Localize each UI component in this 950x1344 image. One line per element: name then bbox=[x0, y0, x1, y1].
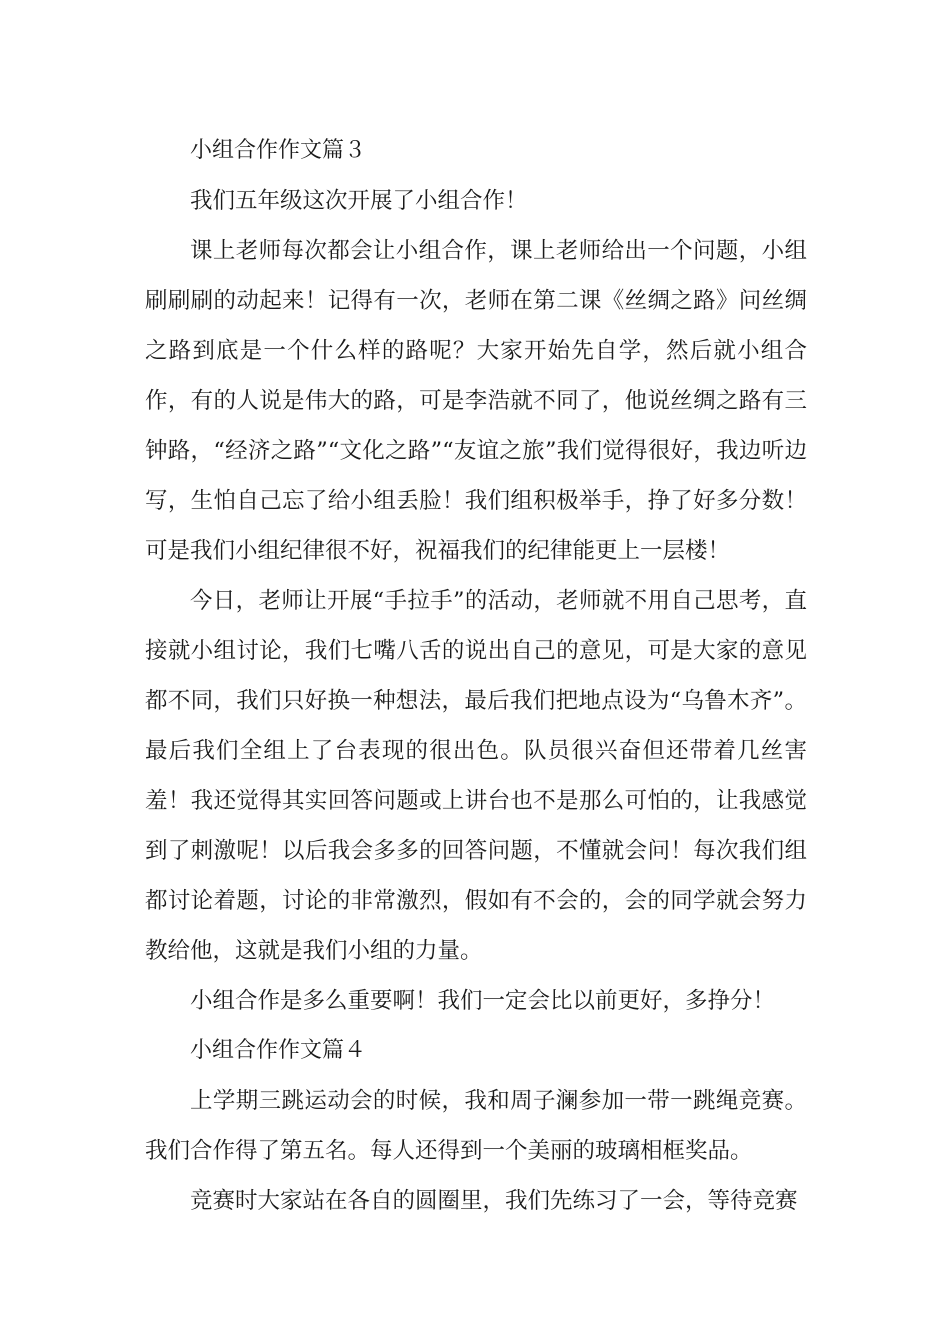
paragraph: 小组合作是多么重要啊！我们一定会比以前更好，多挣分！ bbox=[190, 988, 776, 1014]
paragraph: 课上老师每次都会让小组合作，课上老师给出一个问题，小组刷刷刷的动起来！记得有一次，老师在第二课《丝绸之路》问丝绸之路到底是一个什么样的路呢？大家开始先自学，然后就小组合作，有的人说是伟大的路，可是李浩就不同了，他说丝绸之路有三钟路，“经济之路”“文化之路”“友谊之旅”我们觉得很好，我边听边写，生怕自己忘了给小组丢脸！我们组积极举手，挣了好多分数！可是我们小组纪律很不好，祝福我们的纪律能更上一层楼！ bbox=[145, 238, 807, 564]
section-heading-3: 小组合作作文篇３ bbox=[190, 138, 367, 163]
section-heading-4: 小组合作作文篇４ bbox=[190, 1038, 367, 1063]
document-body bbox=[145, 126, 807, 1226]
paragraph: 上学期三跳运动会的时候，我和周子澜参加一带一跳绳竞赛。我们合作得了第五名。每人还得到一个美丽的玻璃相框奖品。 bbox=[145, 1088, 807, 1164]
paragraph: 今日，老师让开展“手拉手”的活动，老师就不用自己思考，直接就小组讨论，我们七嘴八舌的说出自己的意见，可是大家的意见都不同，我们只好换一种想法，最后我们把地点设为“乌鲁木齐”。最后我们全组上了台表现的很出色。队员很兴奋但还带着几丝害羞！我还觉得其实回答问题或上讲台也不是那么可怕的，让我感觉到了刺激呢！以后我会多多的回答问题，不懂就会问！每次我们组都讨论着题，讨论的非常激烈，假如有不会的，会的同学就会努力教给他，这就是我们小组的力量。 bbox=[145, 588, 807, 964]
paragraph: 竞赛时大家站在各自的圆圈里，我们先练习了一会，等待竞赛 bbox=[190, 1188, 798, 1214]
paragraph: 我们五年级这次开展了小组合作！ bbox=[190, 188, 528, 214]
